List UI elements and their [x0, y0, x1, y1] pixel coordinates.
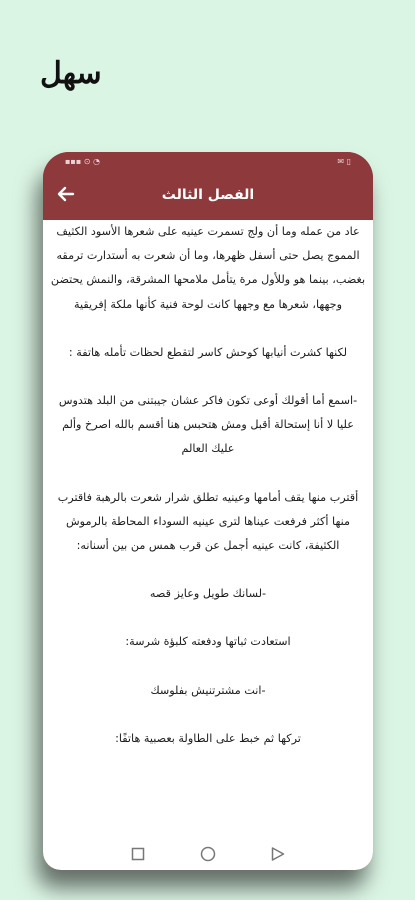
status-bar-left: ▪▪▪ ⊙ ◔: [65, 156, 101, 166]
status-bar-right: ✉ ▯: [337, 156, 351, 166]
chapter-title: الفصل الثالث: [161, 187, 255, 203]
story-paragraph: عاد من عمله وما أن ولج تسمرت عينيه على شعرها الأسود الكثيف المموج يصل حتى أسفل ظهرها، وما أن شعرت به أستدارت ترمقه بغضب، بينما هو وللأول مرة يتأمل ملامحها المشرقة، والنمش يحتضن وجهها، شعرها مع وجهها كانت لوحة فنية كأنها ملكة إفريقية: [50, 225, 366, 311]
circle-icon: [200, 846, 216, 862]
story-paragraph: لكنها كشرت أنيابها كوحش كاسر لتقطع لحظات تأمله هاتفة :: [68, 345, 348, 359]
story-paragraph: -اسمع أما أقولك أوعى تكون فاكر عشان جيبتنى من البلد هتدوس عليا لا أنا إستحالة أقبل ومش هتحبس هنا أقسم بالله اصرخ وألم عليك العالم: [58, 394, 358, 456]
story-paragraph: أقترب منها يقف أمامها وعينيه تطلق شرار شعرت بالرهبة فاقترب منها أكثر فرفعت عيناها لترى عينيه السوداء المحاطة بالرموش الكثيفة، كانت عينيه أجمل عن قرب همس من بين أسنانه:: [57, 490, 359, 553]
status-bar: [43, 152, 373, 170]
promo-title: سهل: [40, 56, 102, 91]
story-paragraph: -لسانك طويل وعايز قصه: [149, 587, 267, 601]
chapter-text-area[interactable]: [43, 220, 373, 838]
recent-apps-button[interactable]: [129, 845, 147, 863]
story-paragraph: تركها ثم خبط على الطاولة بعصبية هاتفًا:: [115, 731, 301, 745]
square-icon: [131, 847, 145, 861]
home-button[interactable]: [199, 845, 217, 863]
triangle-icon: [270, 846, 286, 862]
story-paragraph: استعادت ثباتها ودفعته كلبؤة شرسة:: [125, 635, 291, 649]
phone-frame: [43, 152, 373, 870]
arrow-left-icon: [55, 183, 77, 205]
back-button[interactable]: [55, 183, 77, 205]
system-back-button[interactable]: [269, 845, 287, 863]
app-bar: [43, 170, 373, 220]
story-paragraph: -انت مشترتنيش بفلوسك: [150, 683, 266, 697]
system-nav-bar: [43, 838, 373, 870]
